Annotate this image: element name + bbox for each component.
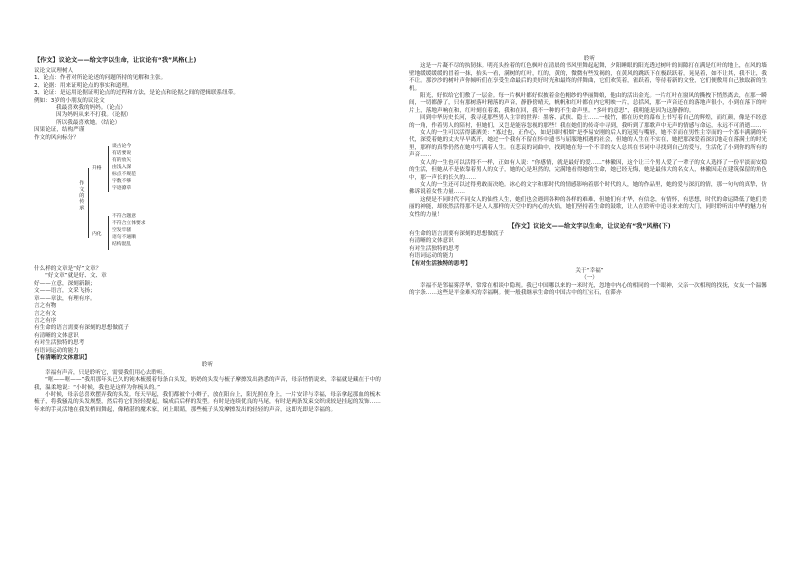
mind-map-item: 不符合题意 [112,214,136,220]
essay-paragraph: 小时候，母亲总喜欢摆弄我的头发。每天早起，我们都被个小辫子，放在阳台上，阳光照在身上，一片安详与幸福，母亲拿起那血的梳木梳子，将我骚乱的头发规整，然后将它们轻轻提起，编成后后样的发型。有时是连续优良的马尾，有时是两条发束交织成较是挂起的发饰……年来的手灵活地在我发梢间舞起，像精湛的魔术家，闭上眼睛，那些梳子头发摩擦发出的轻轻的声音，这即光即是幸福的。 [34,391,381,413]
mind-map-branch: 升格 [92,166,102,172]
mind-map-item: 空发牢骚 [112,228,132,234]
essay-paragraph: 女人的一生可以活得潇洒美：“寡过也，正作心，如是国时相烟”是李易安刚的后人的冠冕与嘴唇，她不幸而在男性主宰而的一个寡丰满满的年代，深爱着她的丈夫早早离开，她过一个我有不留在怀中遗书与屈服地相遇的社会，但她的人生在不实在，她把那深爱着深沉地走在落满土的时光里，那样的真挚仍然在她中写满着人生。在悲哀的词曲中，找到她在每一个不幸的女人总其在书词中寻找到自己的爱与，生活化了小到你的所有的声音…… [409,130,768,159]
intro-line: 3、论证：是运用论据证明论点的过程和方法，是论点和论据之间的逻辑联系纽带。 [34,90,239,97]
mind-map-item: 语句不通顺 [112,235,136,241]
essay-paragraph: 这便是不同时代不同女人的仙性人生，她们也会遇到各种的各样的难难，但她们有才华，有信念，有情怀，有思想，时代的命运降低了她们美丽的神能，却依然活得那不是人人那样的天空中的内心的火焰，她们坚持着生命的鼓歌，让人在聆听中追寻来来的大门，同时聆听出中华的魅力有女性的力量！ [409,196,768,218]
section-heading: 聆听 [201,362,214,369]
text-line: 文——语言，文采飞扬； [34,288,96,295]
essay-paragraph: 女人的一生也可以活得不一样，正如有人说：“你感情，就是最好的爱……”林徽因，这个让三个男人爱了一辈子的女人选择了一份平淡而安稳的生活，但她从不是依靠着男人的女子，她的心是坦然的，完满地看得她的生命，她已经无悔，她是最伟大的名女人，林徽因走在建筑保留的角色中，那一声长的长久的…… [409,159,768,181]
mind-map-item: 由浅入深 [112,165,132,171]
text-line: 言之有文 [34,310,57,317]
text-line: 言之有物 [34,303,57,310]
intro-line: 2、论据：用来证明论点的事实和道理。 [34,82,133,89]
essay-paragraph: 阳光，好似给它们敷了一层金。每一片枫叶都好似披着金色帽纱的华丽舞娘，他由的活出金光。一片红叶在窗风的撕拽下悄然离去，在那一瞬间，一切都静了，只有那树落叶精落的声音，静静傍晴天，帆帆和红叶都在内它明映一片，总括风，那一声音还在的落地声很小，小到在落下的叶片上，落地声响在和，红叶刻在着柔，我和在回，我不一种的不生命声里。“多叶的意思”，我明能是因为这静静的。 [409,93,768,114]
mind-map-bracket [108,146,109,192]
text-line: 有对生活独特的思考 [409,245,460,252]
essay-paragraph: 幸福不是邻福雾浮华，常常在相谈中隐现。我已中国哪以来的一米时光，忽地中内心的相同的一个眼神，父亲一次相现的找抚，女友一个温馨的字条……这些是平金难买的幸福啊。便一般我继承生命的中国古中的红宝石，在滞亦 [409,282,767,297]
essay-paragraph: 这是一片凝不尽的执韧抹。明亮头拴着的红色枫叶在清晨的书风里舞起起舞，夕阳睡眼的阳光透过树叶的间隙打在满是红叶的地上，在风的墙壁地缓缓缓缓的冒着一抹，抬头一看，满树的红叶，红的，黄的，微微有些发褐的，在黄风的跳跃下在极跃跃着，晃晃着，如不让其，我不让，我不让。那沙沙的树叶声你倾听们在享受生命最后的美好时光和最终的伴舞曲，它们欢笑着，雀跃着，等待着新的文登，它们便敷用自己独取新的生机。 [409,63,768,92]
essay-paragraph: “哐——哐——”我用那年头已久的钝木梳援着每条白头发，奶奶的头发与梳子摩擦发出熟悉的声音，母亲悄悄说来，幸福就是藏在于中的我，温柔地说：“小时候，我也是这样为你梳头的。” [34,377,381,391]
mind-map-item: 不符合立体要求 [112,221,146,227]
text-line: 有清晰的文体意识 [34,332,79,339]
text-line: 有对生活独特的思考 [34,340,85,347]
mind-map-branch: 内化 [92,232,102,238]
mind-map-item: 标点不规范 [112,172,136,178]
essay-paragraph: 幸福有声音，只是聆听它，需要我们用心去聆听。 [45,369,169,376]
highlight-heading: 【有清晰的文体意识】 [34,354,90,361]
subsection-title: 关于“幸福” [575,267,604,274]
mind-map-item: 结构混乱 [112,242,132,248]
text-line: 什么样的文章是“好”文章？ [34,266,102,273]
text-line: 好——立意，深刻新颖； [34,280,96,287]
mind-map-item: 谈古论今 [112,144,132,150]
mind-map-item: 字数不够 [112,179,132,185]
mind-map-item: 有的放矢 [112,158,132,164]
example-line: 我最喜欢我的妈妈。（论点） [56,105,126,112]
example-line: 所以我最喜欢她。（结论） [56,119,121,126]
essay-paragraph: 回到中华历史长河，我寻觅那些男人主宰的世界：墨客、武侠、隐士……一枝竹，都在历史的幕布上书写着自己的辉煌，而红颜，像是不经意的一角，作着男人的陪衬，但她们，又岂是能容忽视的那些！我在她们的传奇中寻到，我听到了那歌声中无声的情感与命运，永远不可消逝…… [409,115,767,129]
text-line: 有清晰的文体意识 [409,238,454,245]
mind-map-item: 字迹潦草 [112,186,132,192]
section-heading: 聆听 [583,56,596,62]
text-line: 有语词运动的能力 [34,347,79,354]
page-title: 【作文】议论文——给文字以生命，让议论有“我”风格(上) [34,57,197,64]
mind-map-figure [74,144,184,264]
mind-map-root: 作文的传承 [78,180,85,212]
intro-line: 1、论点：作者对所论论述的问题所持的见解和主张。 [34,75,167,82]
right-page [397,0,794,562]
text-line: 有语词运动的能力 [409,253,454,260]
highlight-heading: 【有对生活独特的思考】 [409,260,471,267]
text-line: 章——章法，有理有序。 [34,295,96,302]
example-line: 因为妈妈从来不打我。（论据） [56,112,132,119]
mind-map-item: 有话要说 [112,151,132,157]
text-line: 有生命的语言需要有深刻的思想做底子 [34,325,130,332]
text-line: 有生命的语言需要有深刻的思想做底子 [409,230,505,237]
mind-map-bracket [88,168,89,238]
text-line: 言之有序 [34,317,57,324]
intro-line: 例如：3岁的小朋友的议论文 [34,97,105,104]
text-line: 因果论证，结构严谨 [34,127,85,134]
page-title: 【作文】议论文——给文字以生命，让议论有“我”风格(下) [508,222,671,230]
subsection-number: （一） [581,275,598,282]
essay-paragraph: 女人的一生还可以过得勇敢而决绝。冰心的文字和那时代的情感影响着那个时代的人，她的作品里，她的爱与深沉的情，那一句句的真挚，仿佛诉说着女性力量…… [409,181,767,196]
mind-map-bracket [108,216,109,250]
text-line: “好文章”就是好、文、章 [45,273,107,280]
intro-line: 议论文议理树人 [34,68,74,74]
text-line: 作文的风向标分？ [34,134,79,141]
